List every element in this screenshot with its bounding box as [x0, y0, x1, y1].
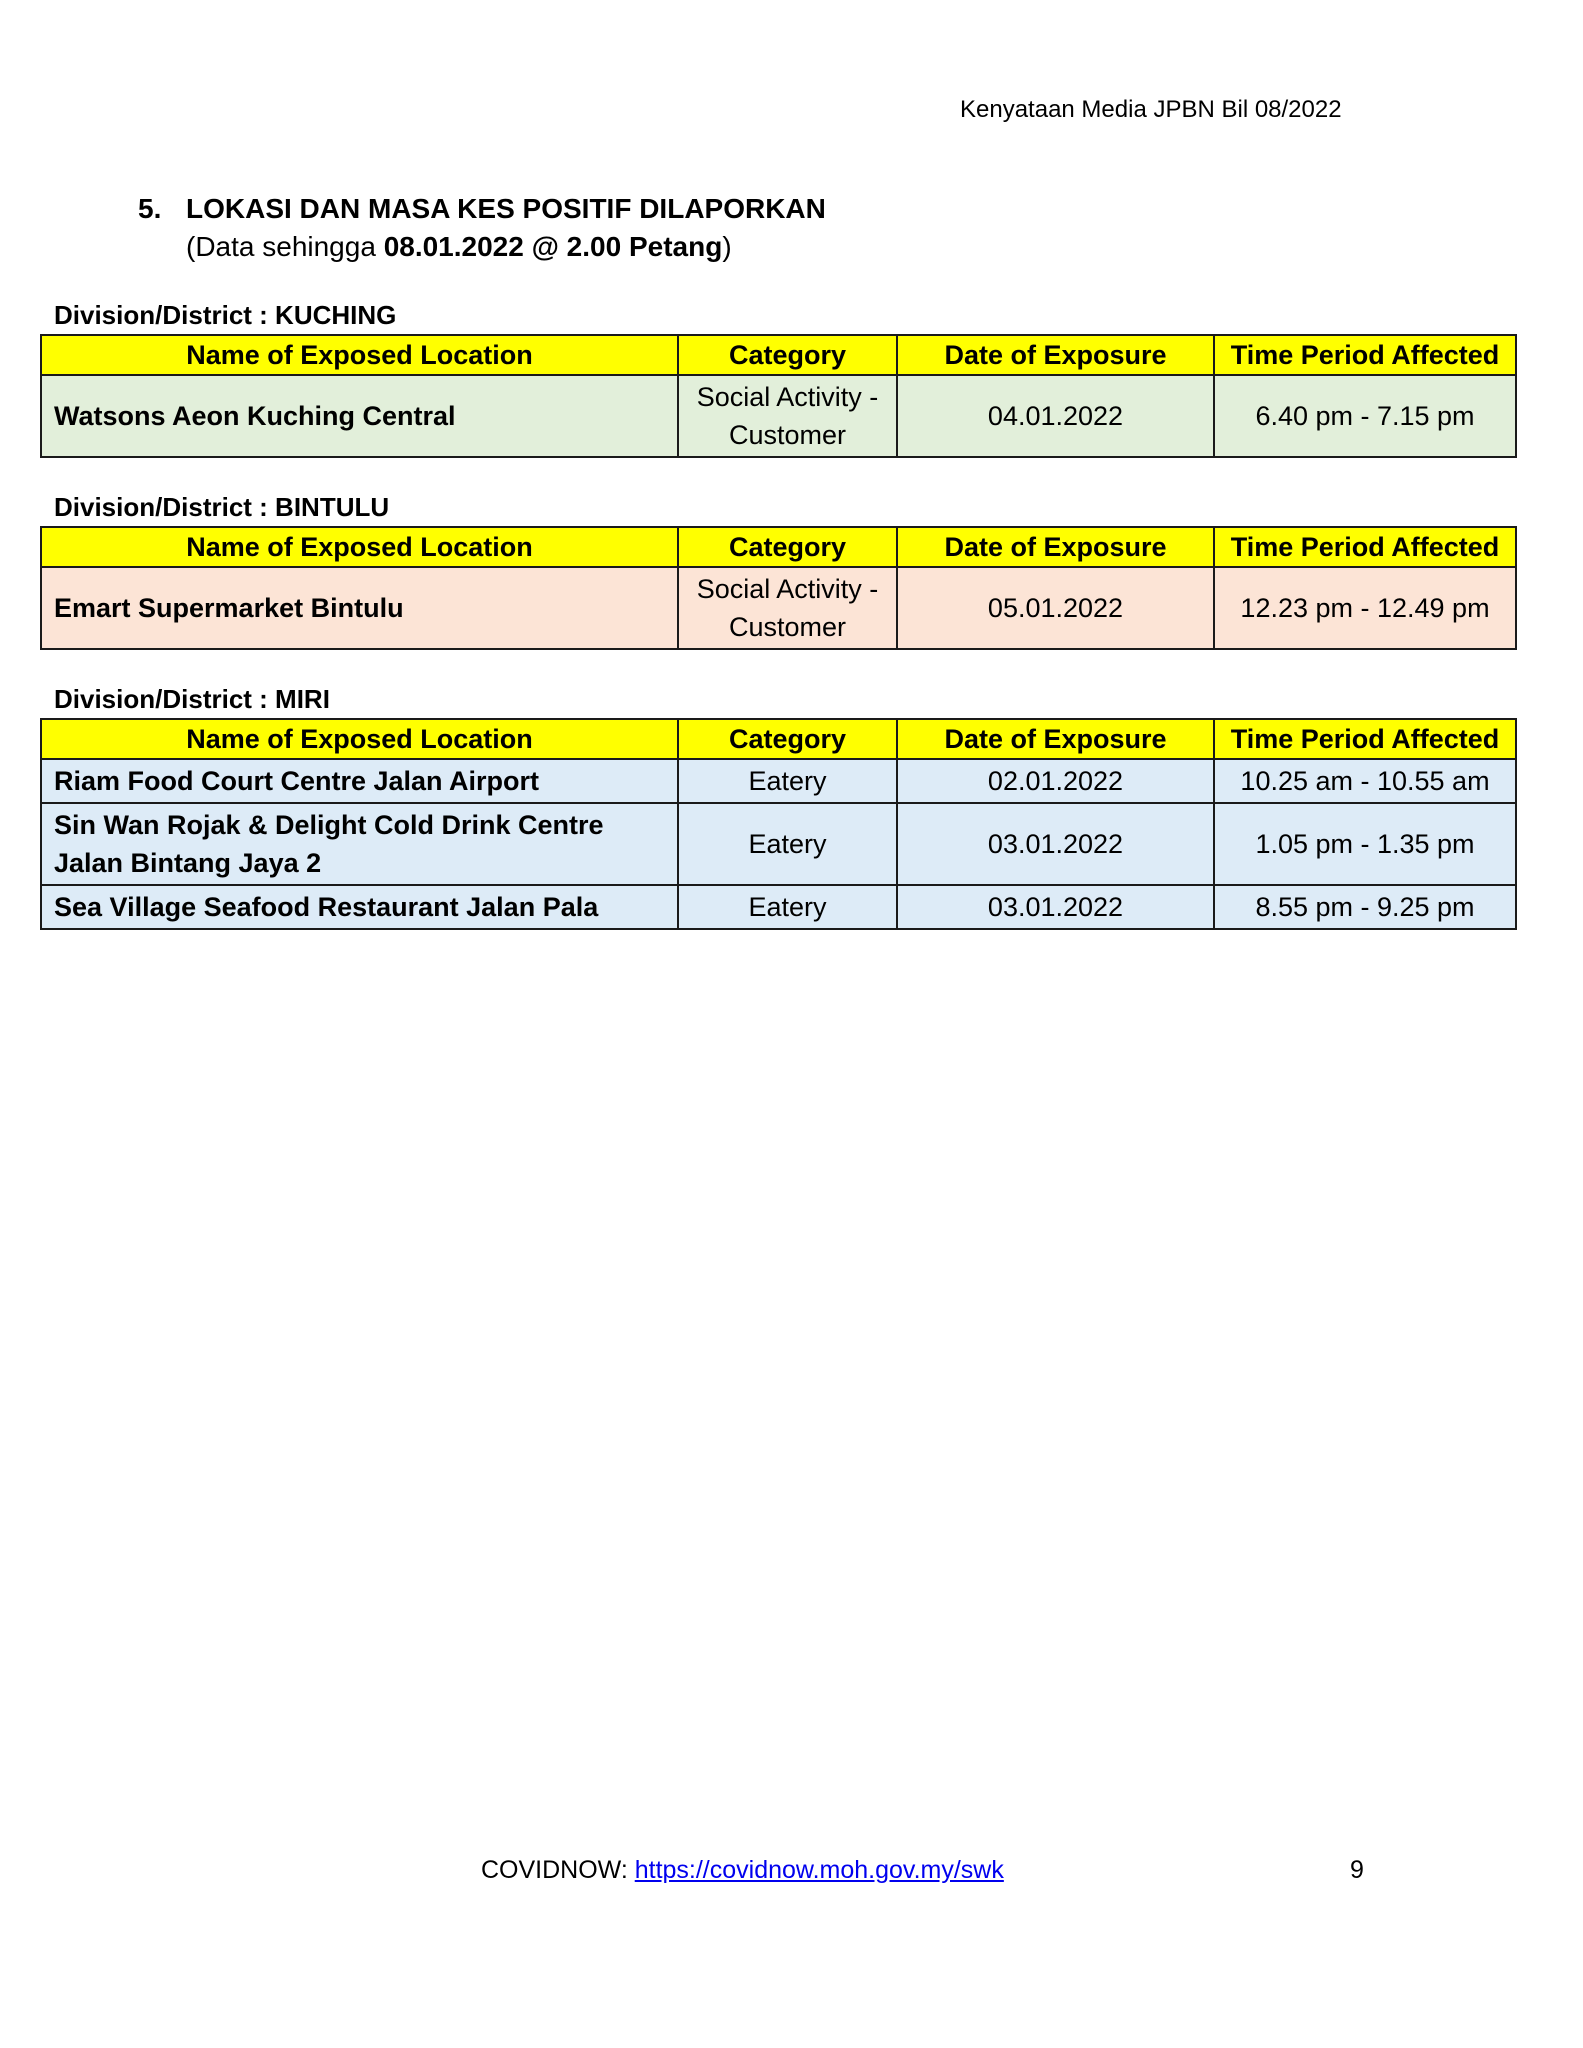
covidnow-link[interactable]: https://covidnow.moh.gov.my/swk — [634, 1856, 1004, 1884]
table-row — [41, 759, 1516, 803]
column-header-date: Date of Exposure — [897, 527, 1214, 567]
table-header-row — [41, 335, 1516, 375]
subtitle-suffix: ) — [722, 231, 732, 262]
column-header-date: Date of Exposure — [897, 719, 1214, 759]
table-row — [41, 375, 1516, 457]
cell-location: Sea Village Seafood Restaurant Jalan Pala — [41, 885, 678, 929]
cell-time: 6.40 pm - 7.15 pm — [1214, 375, 1516, 457]
table-header-row — [41, 527, 1516, 567]
subtitle-prefix: (Data sehingga — [186, 231, 384, 262]
column-header-location: Name of Exposed Location — [41, 719, 678, 759]
column-header-category: Category — [678, 527, 897, 567]
section-title-text: LOKASI DAN MASA KES POSITIF DILAPORKAN — [186, 193, 826, 224]
subtitle-date: 08.01.2022 @ 2.00 Petang — [383, 231, 723, 262]
footer-label: COVIDNOW: — [481, 1856, 635, 1884]
cell-time: 1.05 pm - 1.35 pm — [1214, 803, 1516, 885]
exposure-table-bintulu — [40, 526, 1517, 650]
cell-date: 05.01.2022 — [897, 567, 1214, 649]
cell-date: 03.01.2022 — [897, 885, 1214, 929]
column-header-time: Time Period Affected — [1214, 527, 1516, 567]
column-header-category: Category — [678, 335, 897, 375]
exposure-table-kuching — [40, 334, 1517, 458]
cell-category: Eatery — [678, 803, 897, 885]
district-label-kuching: Division/District : KUCHING — [54, 300, 397, 330]
footer — [481, 1856, 1004, 1885]
document-header: Kenyataan Media JPBN Bil 08/2022 — [960, 96, 1342, 123]
cell-location: Watsons Aeon Kuching Central — [41, 375, 678, 457]
cell-category: Eatery — [678, 759, 897, 803]
column-header-category: Category — [678, 719, 897, 759]
column-header-time: Time Period Affected — [1214, 719, 1516, 759]
district-label-miri: Division/District : MIRI — [54, 684, 330, 714]
section-number: 5. — [138, 193, 162, 224]
exposure-table-miri — [40, 718, 1517, 930]
cell-date: 02.01.2022 — [897, 759, 1214, 803]
cell-time: 12.23 pm - 12.49 pm — [1214, 567, 1516, 649]
column-header-date: Date of Exposure — [897, 335, 1214, 375]
district-label-bintulu: Division/District : BINTULU — [54, 492, 390, 522]
column-header-location: Name of Exposed Location — [41, 335, 678, 375]
section-subtitle — [186, 231, 732, 263]
section-title — [138, 193, 826, 225]
cell-time: 10.25 am - 10.55 am — [1214, 759, 1516, 803]
table-row — [41, 885, 1516, 929]
column-header-time: Time Period Affected — [1214, 335, 1516, 375]
column-header-location: Name of Exposed Location — [41, 527, 678, 567]
cell-category: Social Activity - Customer — [678, 567, 897, 649]
cell-location: Sin Wan Rojak & Delight Cold Drink Centre Jalan Bintang Jaya 2 — [41, 803, 678, 885]
cell-location: Emart Supermarket Bintulu — [41, 567, 678, 649]
page-number: 9 — [1350, 1856, 1364, 1884]
cell-date: 03.01.2022 — [897, 803, 1214, 885]
table-row — [41, 803, 1516, 885]
cell-category: Social Activity - Customer — [678, 375, 897, 457]
table-header-row — [41, 719, 1516, 759]
cell-time: 8.55 pm - 9.25 pm — [1214, 885, 1516, 929]
cell-location: Riam Food Court Centre Jalan Airport — [41, 759, 678, 803]
cell-category: Eatery — [678, 885, 897, 929]
cell-date: 04.01.2022 — [897, 375, 1214, 457]
table-row — [41, 567, 1516, 649]
